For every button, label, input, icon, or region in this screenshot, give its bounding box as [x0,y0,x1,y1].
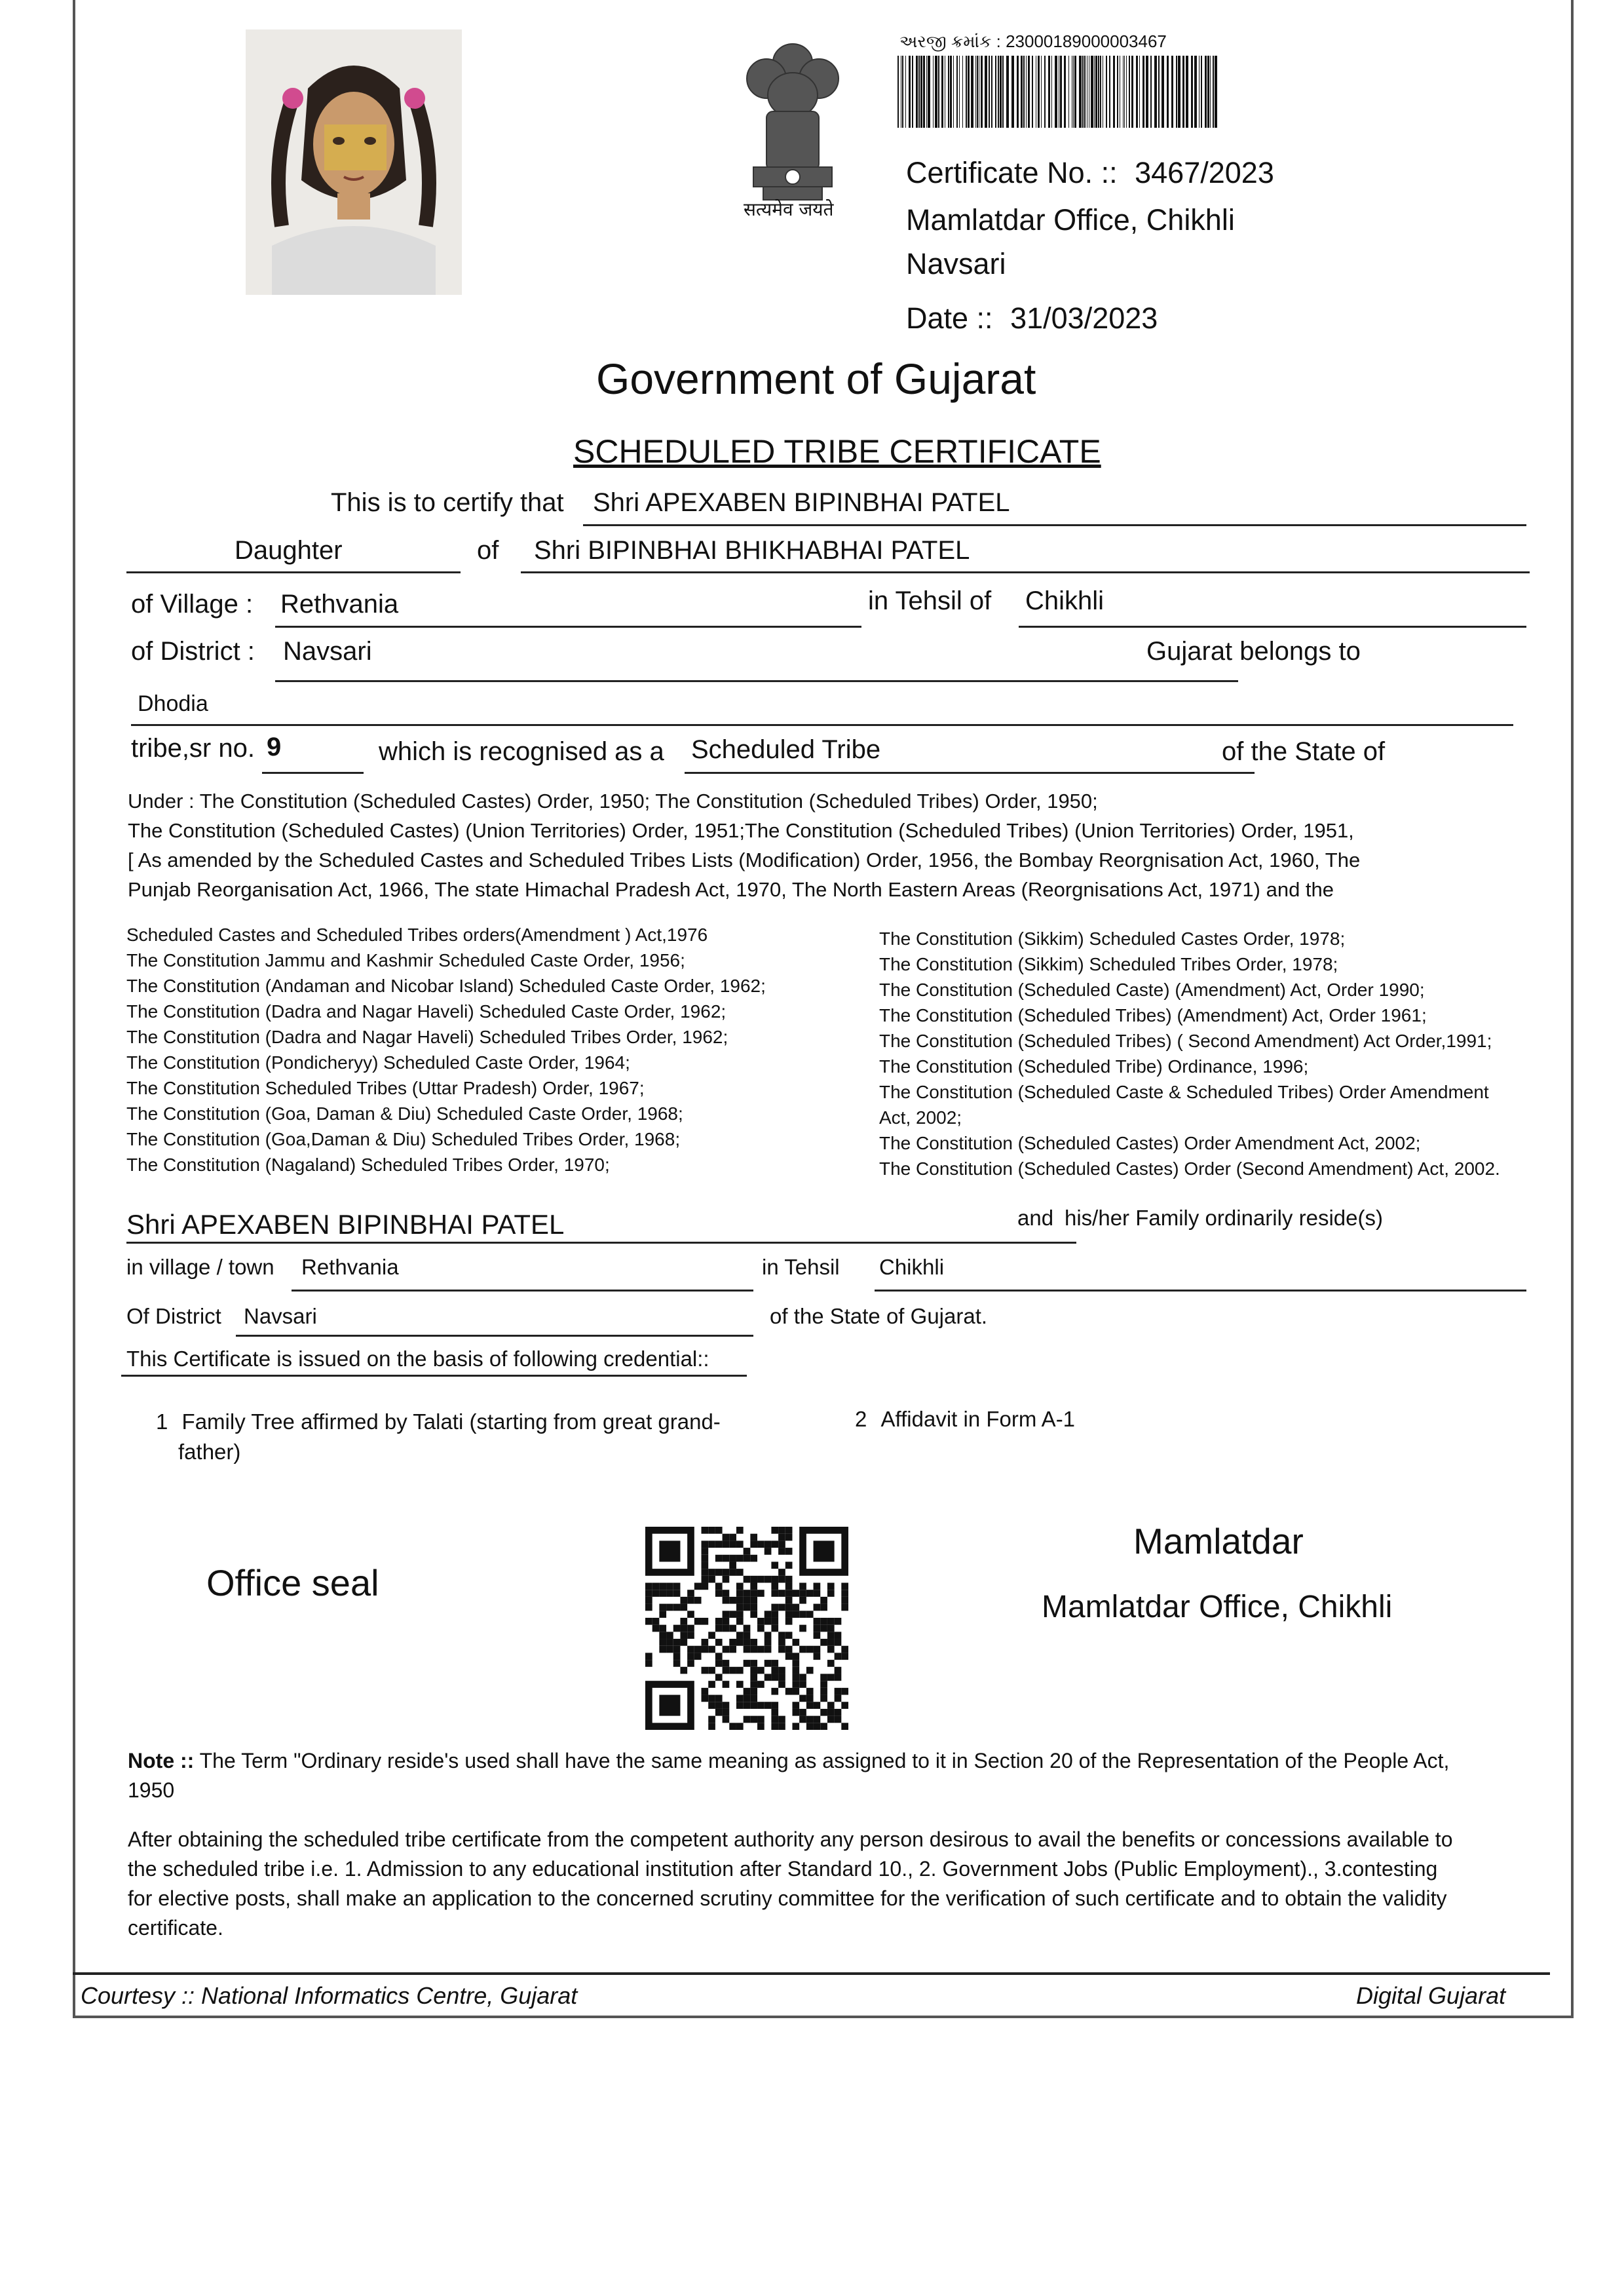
barcode [897,56,1218,128]
qr-code [645,1527,848,1730]
certificate-number-value: 3467/2023 [1135,156,1274,189]
village-value: Rethvania [280,590,399,619]
certify-label: This is to certify that [331,488,564,517]
validity-paragraph [128,1825,1452,1943]
text-line: [ As amended by the Scheduled Castes and Scheduled Tribes Lists (Modification) Order, 1956, the Bombay Reorgnisation Act, 1960, The [128,849,1361,871]
res-state-label: of the State of Gujarat. [770,1304,988,1328]
footer-brand: Digital Gujarat [1356,1982,1506,2009]
application-number-label: અરજી ક્રમાંક : [899,31,1001,51]
text-line: the scheduled tribe i.e. 1. Admission to any educational institution after Standard 10., 2. Government Jobs (Public Employment)., 3.contesting [128,1857,1438,1881]
text-line: The Constitution (Scheduled Castes) (Union Territories) Order, 1951;The Constitution (Scheduled Tribes) (Union Territories) Order, 1951, [128,819,1354,842]
signatory-designation: Mamlatdar [1133,1521,1304,1561]
list-item: The Constitution (Andaman and Nicobar Island) Scheduled Caste Order, 1962; [126,976,766,996]
of-label: of [477,536,499,565]
recognised-value: Scheduled Tribe [691,735,881,764]
issue-date-value: 31/03/2023 [1010,301,1158,335]
underline [275,680,1238,682]
issuing-office: Mamlatdar Office, Chikhli [906,203,1235,237]
credential-text: Affidavit in Form A-1 [880,1407,1076,1431]
parent-name: Shri BIPINBHAI BHIKHABHAI PATEL [534,536,970,565]
list-item: The Constitution (Scheduled Castes) Order Amendment Act, 2002; [879,1133,1421,1153]
text-line: certificate. [128,1916,223,1940]
certificate-number-label: Certificate No. :: [906,156,1118,189]
underline [121,1375,747,1377]
res-tehsil-label: in Tehsil [762,1255,840,1279]
footer-courtesy: Courtesy :: National Informatics Centre, Gujarat [81,1982,578,2009]
text-line: After obtaining the scheduled tribe certificate from the competent authority any person desirous to avail the benefits or concessions available to [128,1827,1453,1851]
underline [126,1242,1076,1244]
relation: Daughter [235,536,343,565]
underline [292,1290,753,1292]
holder-name: Shri APEXABEN BIPINBHAI PATEL [593,488,1010,517]
list-item: The Constitution (Scheduled Tribes) (Amendment) Act, Order 1961; [879,1005,1427,1025]
issue-date-label: Date :: [906,301,993,335]
district-value: Navsari [283,637,372,666]
res-district-value: Navsari [244,1304,317,1328]
underline [521,571,1530,573]
reside-label: his/her Family ordinarily reside(s) [1065,1206,1383,1230]
res-village-label: in village / town [126,1255,274,1279]
list-item: The Constitution (Scheduled Castes) Order (Second Amendment) Act, 2002. [879,1158,1500,1179]
list-item: The Constitution (Scheduled Caste & Scheduled Tribes) Order Amendment [879,1082,1489,1102]
list-item: The Constitution (Scheduled Tribes) ( Second Amendment) Act Order,1991; [879,1031,1492,1051]
state-label: of the State of [1222,737,1386,766]
underline [685,772,1255,774]
belongs-label: Gujarat belongs to [1146,637,1361,666]
underline [262,772,364,774]
res-tehsil-value: Chikhli [879,1255,945,1279]
note-text: 1950 [128,1778,175,1802]
signatory-office: Mamlatdar Office, Chikhli [1042,1590,1393,1624]
constitution-orders-intro [128,786,1360,904]
list-item: Act, 2002; [879,1107,962,1128]
applicant-photo [246,29,462,295]
resident-name: Shri APEXABEN BIPINBHAI PATEL [126,1209,565,1240]
list-item: The Constitution (Sikkim) Scheduled Tribes Order, 1978; [879,954,1338,974]
list-item: The Constitution Scheduled Tribes (Uttar Pradesh) Order, 1967; [126,1078,645,1098]
note-text: The Term "Ordinary reside's used shall have the same meaning as assigned to it in Section 20 of the Representation of the People Act, [199,1749,1450,1772]
recognised-label: which is recognised as a [379,737,664,766]
tehsil-value: Chikhli [1025,586,1105,615]
credential-number: 2 [855,1407,867,1431]
res-village-value: Rethvania [301,1255,399,1279]
tribe-srno-label: tribe,sr no. [131,734,255,763]
underline [131,724,1513,726]
footer-divider [73,1972,1550,1975]
text-line: for elective posts, shall make an application to the concerned scrutiny committee for the verification of such certificate and to obtain the validity [128,1886,1447,1910]
underline [126,571,461,573]
list-item: The Constitution (Scheduled Tribe) Ordinance, 1996; [879,1056,1309,1077]
note-label: Note :: [128,1749,195,1772]
underline [583,524,1526,526]
list-item: The Constitution (Sikkim) Scheduled Castes Order, 1978; [879,928,1346,949]
underline [875,1290,1526,1292]
issuing-district: Navsari [906,247,1006,280]
res-district-label: Of District [126,1304,221,1328]
application-number-value: 23000189000003467 [1006,31,1167,51]
issue-date [906,301,1158,335]
list-item: Scheduled Castes and Scheduled Tribes orders(Amendment ) Act,1976 [126,925,708,945]
list-item: The Constitution (Pondicheryy) Scheduled Caste Order, 1964; [126,1052,630,1073]
text-line: Punjab Reorganisation Act, 1966, The state Himachal Pradesh Act, 1970, The North Eastern Areas (Reorgnisations Act, 1971) and the [128,878,1334,901]
tribe-srno-value: 9 [267,733,282,761]
list-item: The Constitution (Goa, Daman & Diu) Scheduled Caste Order, 1968; [126,1103,683,1124]
certificate-number [906,156,1274,190]
underline [1019,626,1526,628]
tehsil-label: in Tehsil of [868,586,992,615]
underline [275,626,861,628]
office-seal-label: Office seal [206,1562,379,1603]
certificate-title: SCHEDULED TRIBE CERTIFICATE [573,433,1101,470]
application-number [899,31,1167,52]
credential-item-2 [855,1407,1075,1432]
orders-list-right [879,926,1500,1181]
credentials-heading: This Certificate is issued on the basis of following credential:: [126,1347,709,1371]
and-label: and [1017,1206,1054,1230]
list-item: The Constitution (Dadra and Nagar Haveli) Scheduled Tribes Order, 1962; [126,1027,728,1047]
tribe-name: Dhodia [138,691,208,716]
underline [236,1335,753,1337]
list-item: The Constitution Jammu and Kashmir Scheduled Caste Order, 1956; [126,950,685,970]
credential-text: father) [178,1440,241,1464]
credential-number: 1 [156,1409,168,1434]
list-item: The Constitution (Nagaland) Scheduled Tribes Order, 1970; [126,1155,610,1175]
list-item: The Constitution (Scheduled Caste) (Amendment) Act, Order 1990; [879,980,1425,1000]
note [128,1746,1449,1805]
credential-item-1 [156,1407,721,1467]
credential-text: Family Tree affirmed by Talati (starting from great grand- [181,1409,721,1434]
text-line: Under : The Constitution (Scheduled Castes) Order, 1950; The Constitution (Scheduled Tribes) Order, 1950; [128,790,1098,813]
emblem-motto: सत्यमेव जयते [744,199,834,220]
list-item: The Constitution (Dadra and Nagar Haveli) Scheduled Caste Order, 1962; [126,1001,727,1022]
village-label: of Village : [131,590,254,619]
district-label: of District : [131,637,255,666]
list-item: The Constitution (Goa,Daman & Diu) Scheduled Tribes Order, 1968; [126,1129,681,1149]
government-title: Government of Gujarat [596,354,1036,403]
orders-list-left [126,922,766,1177]
